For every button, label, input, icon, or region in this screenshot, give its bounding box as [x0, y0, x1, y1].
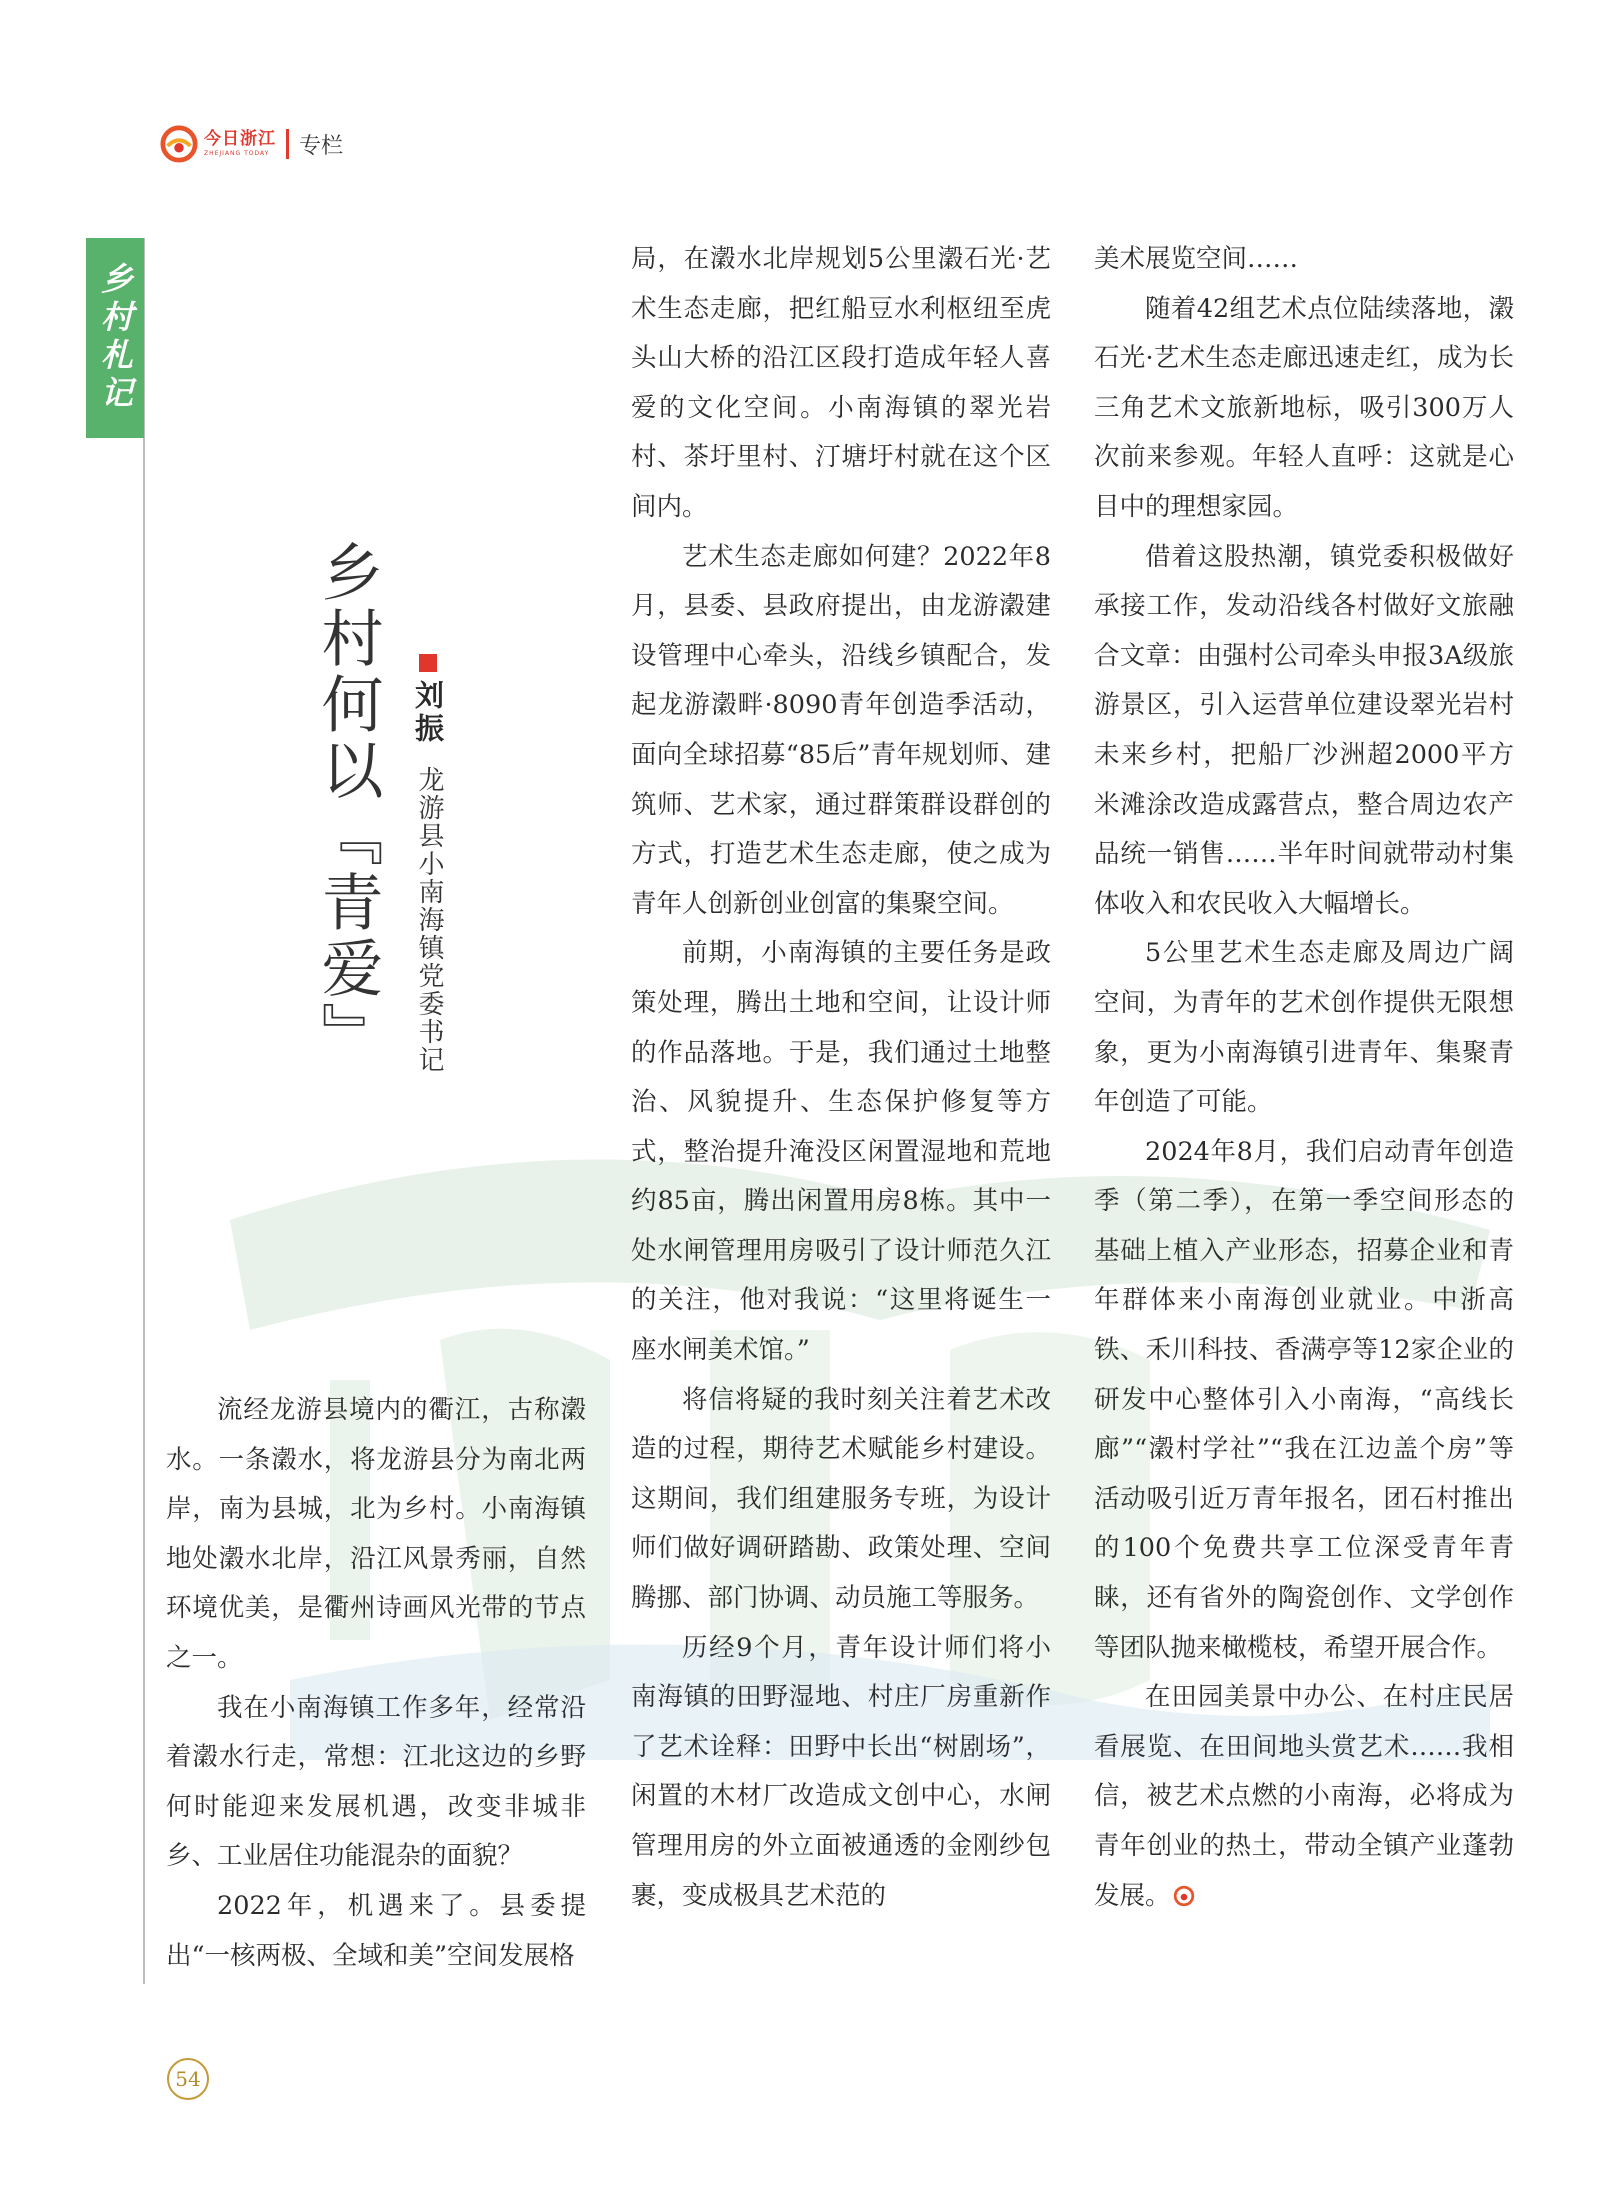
paragraph: 2024年8月，我们启动青年创造季（第二季），在第一季空间形态的基础上植入产业形态，招募企业和青年群体来小南海创业就业。中浙高铁、禾川科技、香满亭等12家企业的研发中心整体引入小南海，“高线长廊”“瀔村学社”“我在江边盖个房”等活动吸引近万青年报名，团石村推出的100个免费共享工位深受青年青睐，还有省外的陶瓷创作、文学创作等团队抛来橄榄枝，希望开展合作。 — [1094, 1136, 1514, 1663]
logo-text — [204, 131, 276, 157]
author-marker — [419, 654, 437, 672]
logo-subtitle: ZHEJIANG TODAY — [204, 150, 270, 157]
column-tab-label: 乡村札记 — [96, 262, 134, 414]
paragraph: 我在小南海镇工作多年，经常沿着瀔水行走，常想：江北这边的乡野何时能迎来发展机遇，改变非城非乡、工业居住功能混杂的面貌？ — [166, 1692, 586, 1872]
page-number: 54 — [175, 2067, 201, 2091]
section-label: 专栏 — [299, 133, 344, 159]
header-divider — [286, 129, 289, 159]
paragraph: 随着42组艺术点位陆续落地，瀔石光·艺术生态走廊迅速走红，成为长三角艺术文旅新地标，吸引300万人次前来参观。年轻人直呼：这就是心目中的理想家园。 — [1094, 293, 1514, 522]
text-column-3 — [1094, 235, 1514, 1921]
paragraph: 将信将疑的我时刻关注着艺术改造的过程，期待艺术赋能乡村建设。这期间，我们组建服务专班，为设计师们做好调研踏勘、政策处理、空间腾挪、部门协调、动员施工等服务。 — [631, 1384, 1051, 1614]
column-tab — [86, 238, 144, 438]
article-title: 乡村何以『青爱』 — [311, 540, 384, 1068]
paragraph: 历经9个月，青年设计师们将小南海镇的田野湿地、村庄厂房重新作了艺术诠释：田野中长出“树剧场”，闲置的木材厂改造成文创中心，水闸管理用房的外立面被通透的金刚纱包裹，变成极具艺术范的 — [631, 1632, 1051, 1911]
paragraph-text: 在田园美景中办公、在村庄民居看展览、在田间地头赏艺术……我相信，被艺术点燃的小南海，必将成为青年创业的热土，带动全镇产业蓬勃发展。 — [1094, 1682, 1514, 1911]
paragraph: 局，在瀔水北岸规划5公里瀔石光·艺术生态走廊，把红船豆水利枢纽至虎头山大桥的沿江区段打造成年轻人喜爱的文化空间。小南海镇的翠光岩村、茶圩里村、汀塘圩村就在这个区间内。 — [631, 244, 1051, 522]
paragraph: 2022年，机遇来了。县委提出“一核两极、全域和美”空间发展格 — [166, 1890, 586, 1971]
end-mark-icon — [1173, 1885, 1195, 1907]
paragraph: 流经龙游县境内的衢江，古称瀔水。一条瀔水，将龙游县分为南北两岸，南为县城，北为乡村。小南海镇地处瀔水北岸，沿江风景秀丽，自然环境优美，是衢州诗画风光带的节点之一。 — [166, 1395, 586, 1673]
author-name: 刘振 — [411, 680, 445, 746]
paragraph: 5公里艺术生态走廊及周边广阔空间，为青年的艺术创作提供无限想象，更为小南海镇引进青年、集聚青年创造了可能。 — [1094, 938, 1514, 1118]
margin-rule — [143, 238, 145, 1984]
paragraph-last — [1094, 1673, 1514, 1921]
page-number-badge — [165, 2056, 211, 2102]
text-column-1 — [166, 1386, 586, 1981]
author-role: 龙游县小南海镇党委书记 — [414, 766, 444, 1074]
paragraph: 借着这股热潮，镇党委积极做好承接工作，发动沿线各村做好文旅融合文章：由强村公司牵头申报3A级旅游景区，引入运营单位建设翠光岩村未来乡村，把船厂沙洲超2000平方米滩涂改造成露营点，整合周边农产品统一销售……半年时间就带动村集体收入和农民收入大幅增长。 — [1094, 541, 1514, 919]
paragraph: 美术展览空间…… — [1094, 244, 1299, 274]
logo-icon — [160, 125, 198, 163]
page-header — [160, 122, 343, 166]
logo-name: 今日浙江 — [204, 129, 276, 149]
text-column-2 — [631, 235, 1051, 1921]
paragraph: 艺术生态走廊如何建？2022年8月，县委、县政府提出，由龙游瀔建设管理中心牵头，沿线乡镇配合，发起龙游瀔畔·8090青年创造季活动，面向全球招募“85后”青年规划师、建筑师、艺术家，通过群策群设群创的方式，打造艺术生态走廊，使之成为青年人创新创业创富的集聚空间。 — [631, 541, 1051, 919]
paragraph: 前期，小南海镇的主要任务是政策处理，腾出土地和空间，让设计师的作品落地。于是，我们通过土地整治、风貌提升、生态保护修复等方式，整治提升淹没区闲置湿地和荒地约85亩，腾出闲置用房8栋。其中一处水闸管理用房吸引了设计师范久江的关注，他对我说：“这里将诞生一座水闸美术馆。” — [631, 938, 1051, 1366]
